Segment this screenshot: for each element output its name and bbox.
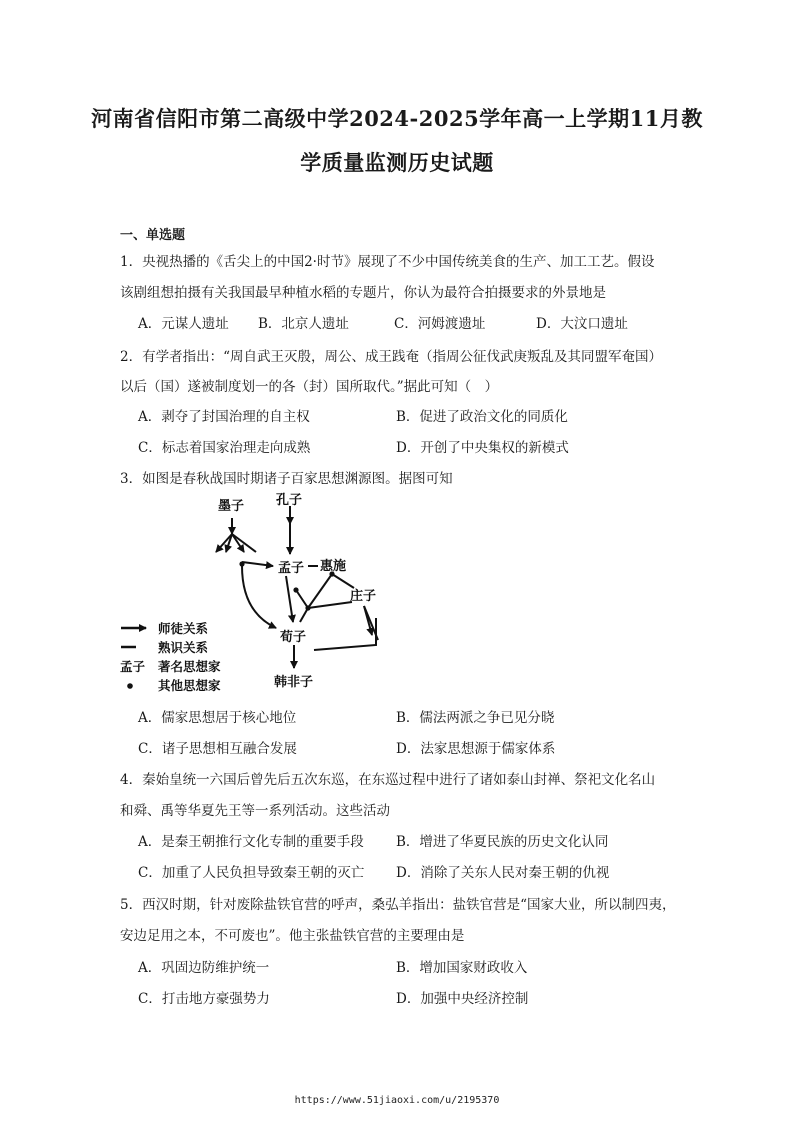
node-xunzi: 荀子 [280,630,307,645]
q5-option-b: B．增加国家财政收入 [396,960,528,976]
node-mengzi: 孟子 [278,561,305,576]
q4-option-c: C．加重了人民负担导致秦王朝的灭亡 [138,865,365,881]
edge-other-to-mengzi [242,562,273,566]
edge-mozi-far [232,534,256,552]
legend-line-label: 熟识关系 [158,640,209,655]
title-line-2: 学质量监测历史试题 [300,150,494,175]
q2-option-a: A．剥夺了封国治理的自主权 [138,409,310,425]
edge-mozi-right [232,534,244,552]
q5-option-a: A．巩固边防维护统一 [138,960,270,976]
node-mozi: 墨子 [218,499,245,514]
q2-option-c: C．标志着国家治理走向成熟 [138,440,311,456]
node-zhuangzi: 庄子 [350,589,377,604]
q4-stem-line-1: 4．秦始皇统一六国后曾先后五次东巡，在东巡过程中进行了诸如泰山封禅、祭祀文化名山 [120,772,656,788]
q5-stem-line-1: 5．西汉时期，针对废除盐铁官营的呼声，桑弘羊指出：盐铁官营是“国家大业，所以制四夷， [120,897,676,913]
q3-option-a: A．儒家思想居于核心地位 [138,710,297,726]
q5-option-c: C．打击地方豪强势力 [138,991,270,1007]
footer-url[interactable]: https://www.51jiaoxi.com/u/2195370 [294,1095,500,1106]
q2-option-b: B．促进了政治文化的同质化 [396,409,568,425]
edge-mengzi-xunzi [286,576,293,622]
edge-dot-huishi [308,574,332,608]
edge-dot-zhuangzi [308,602,352,608]
node-huishi: 惠施 [320,559,347,574]
q3-stem-line-1: 3．如图是春秋战国时期诸子百家思想渊源图。据图可知 [120,471,453,487]
q1-stem-line-1: 1．央视热播的《舌尖上的中国2·时节》展现了不少中国传统美食的生产、加工工艺。假设 [120,254,655,270]
q2-stem-line-1: 2．有学者指出：“周自武王灭殷，周公、成王践奄（指周公征伐武庚叛乱及其同盟军奄国） [120,349,662,365]
diagram-legend [120,621,221,693]
q1-option-b: B．北京人遗址 [258,316,349,332]
q5-option-d: D．加强中央经济控制 [396,991,529,1007]
q4-option-b: B．增进了华夏民族的历史文化认同 [396,834,609,850]
section-heading: 一、单选题 [120,228,186,243]
q1-option-a: A．元谋人遗址 [138,316,229,332]
q4-option-d: D．消除了关东人民对秦王朝的仇视 [396,865,610,881]
legend-dot-symbol [127,683,133,689]
other-thinker-dot [305,605,310,610]
q3-option-c: C．诸子思想相互融合发展 [138,741,297,757]
edge-dot-link [296,590,308,608]
q1-option-c: C．河姆渡遗址 [394,316,486,332]
q2-stem-line-2: 以后（国）遂被制度划一的各（封）国所取代。”据此可知（ ） [120,379,499,395]
q3-option-d: D．法家思想源于儒家体系 [396,741,556,757]
q1-stem-line-2: 该剧组想拍摄有关我国最早种植水稻的专题片，你认为最符合拍摄要求的外景地是 [120,285,606,301]
legend-arrow-label: 师徒关系 [158,621,209,636]
legend-dot-label: 其他思想家 [158,678,221,693]
q2-option-d: D．开创了中央集权的新模式 [396,440,569,456]
title-line-1: 河南省信阳市第二高级中学2024-2025学年高一上学期11月教 [91,106,703,131]
lineage-diagram-svg [118,490,398,695]
legend-name-sample: 孟子 [120,659,146,674]
other-thinker-dot [293,587,298,592]
legend-name-label: 著名思想家 [158,659,221,674]
edge-huishi-zhuangzi [332,574,354,588]
q1-option-d: D．大汶口遗址 [536,316,628,332]
node-hanfeizi: 韩非子 [274,675,314,690]
edge-xunzi-right [314,618,376,650]
other-thinker-dot [239,561,244,566]
q5-stem-line-2: 安边足用之本，不可废也”。他主张盐铁官营的主要理由是 [120,928,465,944]
thinkers-lineage-diagram [118,490,398,695]
node-kongzi: 孔子 [276,493,303,508]
q3-option-b: B．儒法两派之争已见分晓 [396,710,555,726]
q4-option-a: A．是秦王朝推行文化专制的重要手段 [138,834,364,850]
edge-other-xunzi [242,566,276,628]
q4-stem-line-2: 和舜、禹等华夏先王等一系列活动。这些活动 [120,803,390,819]
